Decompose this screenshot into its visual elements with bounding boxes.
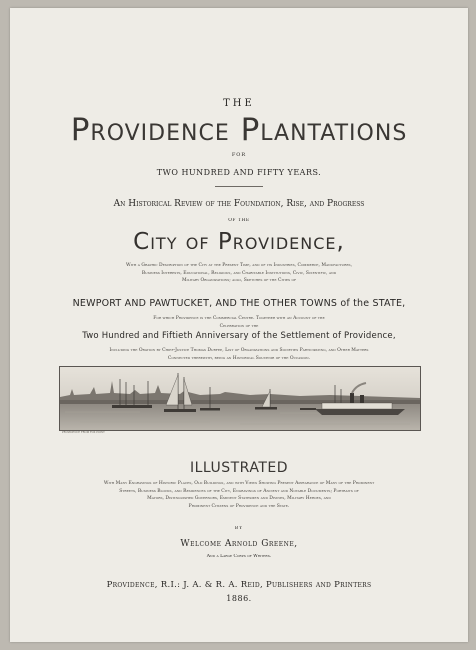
harbor-engraving — [59, 366, 421, 431]
harbor-engraving-image — [60, 367, 420, 430]
city-title: City of Providence, — [133, 229, 345, 255]
divider-rule — [215, 186, 263, 187]
description-line: Prominent Citizens of Providence and the State. — [188, 503, 290, 509]
description-line: Including the Oration by Chief-Justice Thomas Durfee, List of Organizations and Societies Participating, and Other Matters — [109, 348, 369, 353]
engraving-caption-left: PROVIDENCE FROM FOX POINT — [62, 431, 105, 434]
anniversary-heading: Two Hundred and Fiftieth Anniversary of the Settlement of Providence, — [82, 331, 396, 341]
description-line: Streets, Business Blocks, and Residences of the City, Engravings of Ancient and Notable Documents; Portraits of — [119, 488, 359, 494]
title-page — [10, 8, 468, 642]
of-the: OF THE — [228, 218, 250, 223]
description-block-1 — [40, 262, 438, 285]
description-block-3 — [40, 347, 438, 362]
publication-year: 1886. — [226, 594, 252, 603]
by-label: BY — [234, 526, 244, 531]
description-line: Business Interests, Educational, Religious, and Charitable Institutions, Civic, Scientific, and — [141, 270, 337, 276]
assistants-line: And a Large Corps of Writers. — [206, 554, 272, 559]
title-years: TWO HUNDRED AND FIFTY YEARS. — [156, 168, 322, 177]
description-block-2 — [40, 315, 438, 330]
description-line: Mayors, Distinguished Governors, Eminent Statesmen and Divines, Military Heroes, and — [147, 496, 331, 501]
description-line: With a Graphic Description of the City at the Present Time, and of its Industries, Commerce, Manufactures, — [125, 263, 353, 268]
main-title: Providence Plantations — [70, 112, 408, 148]
newport-heading: NEWPORT AND PAWTUCKET, AND THE OTHER TOWNS of the STATE, — [72, 298, 406, 309]
description-line: Celebration of the — [219, 323, 259, 329]
description-block-4 — [40, 480, 438, 510]
description-line: For which Providence is the Commercial Centre. Together with an Account of the — [153, 316, 325, 321]
title-for: FOR — [231, 152, 247, 158]
publisher-line: Providence, R.I.: J. A. & R. A. Reid, Publishers and Printers — [106, 580, 372, 590]
title-the: THE — [223, 98, 255, 109]
description-line: Connected therewith, being an Historical Souvenir of the Occasion. — [167, 355, 311, 361]
author-name: Welcome Arnold Greene, — [180, 539, 298, 549]
description-line: With Many Engravings of Historic Places, Old Buildings, and with Views Showing Present Appearance of Many of the Prominent — [103, 481, 375, 486]
description-line: Military Organizations; also, Sketches of the Cities of — [181, 278, 297, 283]
subtitle: An Historical Review of the Foundation, Rise, and Progress — [113, 199, 365, 209]
illustrated-heading: ILLUSTRATED — [189, 460, 289, 476]
